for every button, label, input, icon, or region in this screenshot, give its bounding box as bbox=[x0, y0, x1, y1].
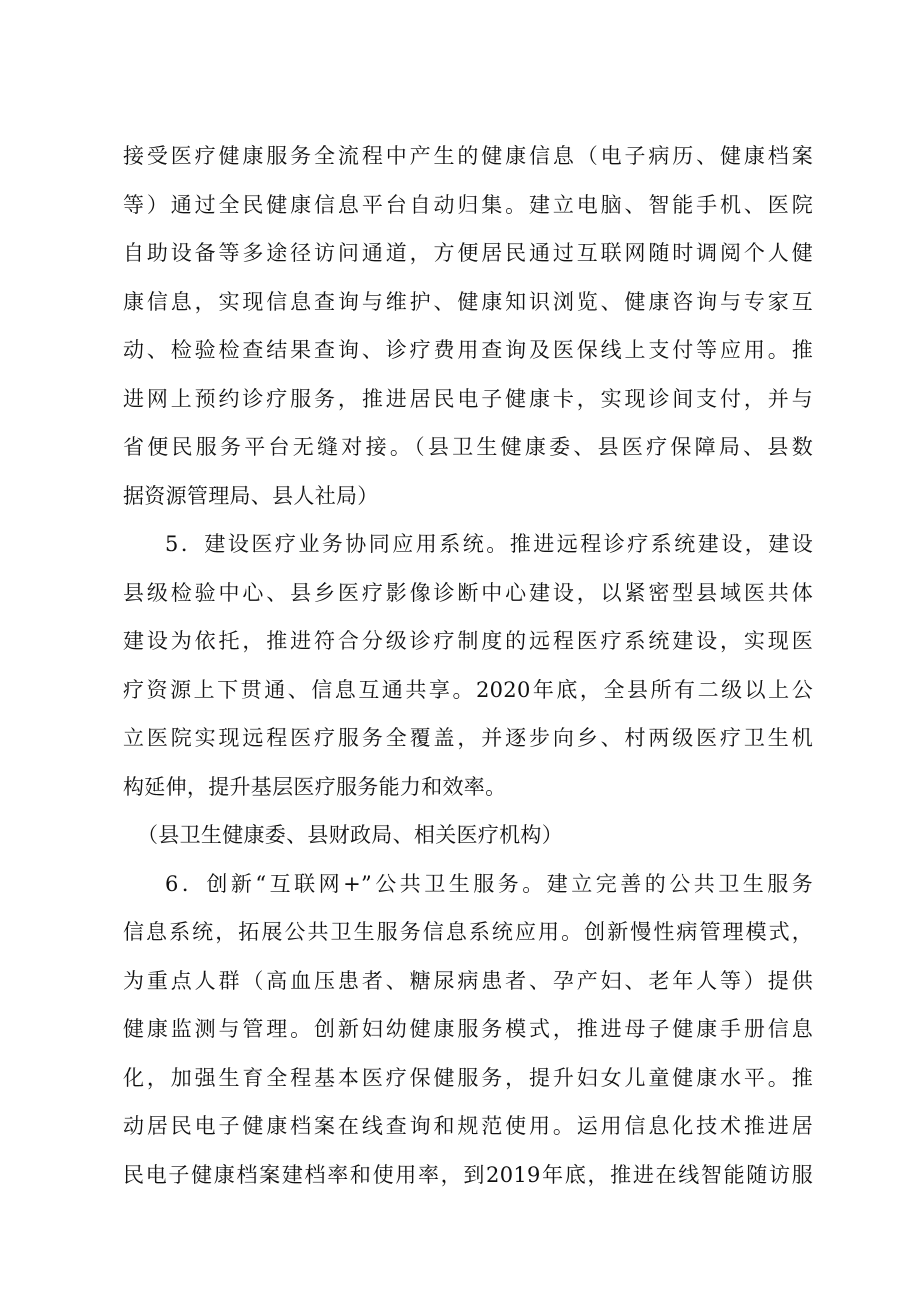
text-line: 动、检验检查结果查询、诊疗费用查询及医保线上支付等应用。推 bbox=[123, 338, 813, 362]
text-line: 动居民电子健康档案在线查询和规范使用。运用信息化技术推进居 bbox=[123, 1114, 813, 1138]
document-body bbox=[123, 132, 813, 1199]
paragraph-health-info bbox=[123, 132, 813, 520]
text-line: 等）通过全民健康信息平台自动归集。建立电脑、智能手机、医院 bbox=[123, 192, 813, 217]
text-line: 自助设备等多途径访问通道，方便居民通过互联网随时调阅个人健 bbox=[123, 241, 813, 265]
text-line: 进网上预约诊疗服务，推进居民电子健康卡，实现诊间支付，并与 bbox=[123, 386, 813, 411]
text-line: 省便民服务平台无缝对接。（县卫生健康委、县医疗保障局、县数 bbox=[123, 435, 813, 459]
text-line: 县级检验中心、县乡医疗影像诊断中心建设，以紧密型县域医共体 bbox=[123, 580, 813, 605]
text-line: 健康监测与管理。创新妇幼健康服务模式，推进母子健康手册信息 bbox=[123, 1017, 813, 1041]
text-line: 信息系统，拓展公共卫生服务信息系统应用。创新慢性病管理模式， bbox=[123, 920, 813, 944]
text-line: 化，加强生育全程基本医疗保健服务，提升妇女儿童健康水平。推 bbox=[123, 1065, 813, 1090]
text-line: 构延伸，提升基层医疗服务能力和效率。 bbox=[123, 774, 507, 799]
text-line: 康信息，实现信息查询与维护、健康知识浏览、健康咨询与专家互 bbox=[123, 289, 813, 314]
text-line: 接受医疗健康服务全流程中产生的健康信息（电子病历、健康档案 bbox=[123, 144, 813, 168]
text-line: 为重点人群（高血压患者、糖尿病患者、孕产妇、老年人等）提供 bbox=[123, 968, 813, 993]
text-line: 立医院实现远程医疗服务全覆盖，并逐步向乡、村两级医疗卫生机 bbox=[123, 726, 813, 750]
text-line: 5．建设医疗业务协同应用系统。推进远程诊疗系统建设，建设 bbox=[165, 532, 813, 556]
text-line: 据资源管理局、县人社局） bbox=[123, 483, 379, 508]
text-line: 民电子健康档案建档率和使用率，到2019年底，推进在线智能随访服 bbox=[123, 1162, 813, 1187]
text-line: 6．创新“互联网+”公共卫生服务。建立完善的公共卫生服务 bbox=[165, 871, 813, 896]
text-line: （县卫生健康委、县财政局、相关医疗机构） bbox=[137, 823, 563, 847]
paragraph-agencies bbox=[123, 811, 813, 860]
text-line: 建设为依托，推进符合分级诊疗制度的远程医疗系统建设，实现医 bbox=[123, 629, 813, 653]
paragraph-item-5 bbox=[123, 520, 813, 811]
text-line: 疗资源上下贯通、信息互通共享。2020年底，全县所有二级以上公 bbox=[123, 677, 813, 702]
paragraph-item-6 bbox=[123, 860, 813, 1200]
